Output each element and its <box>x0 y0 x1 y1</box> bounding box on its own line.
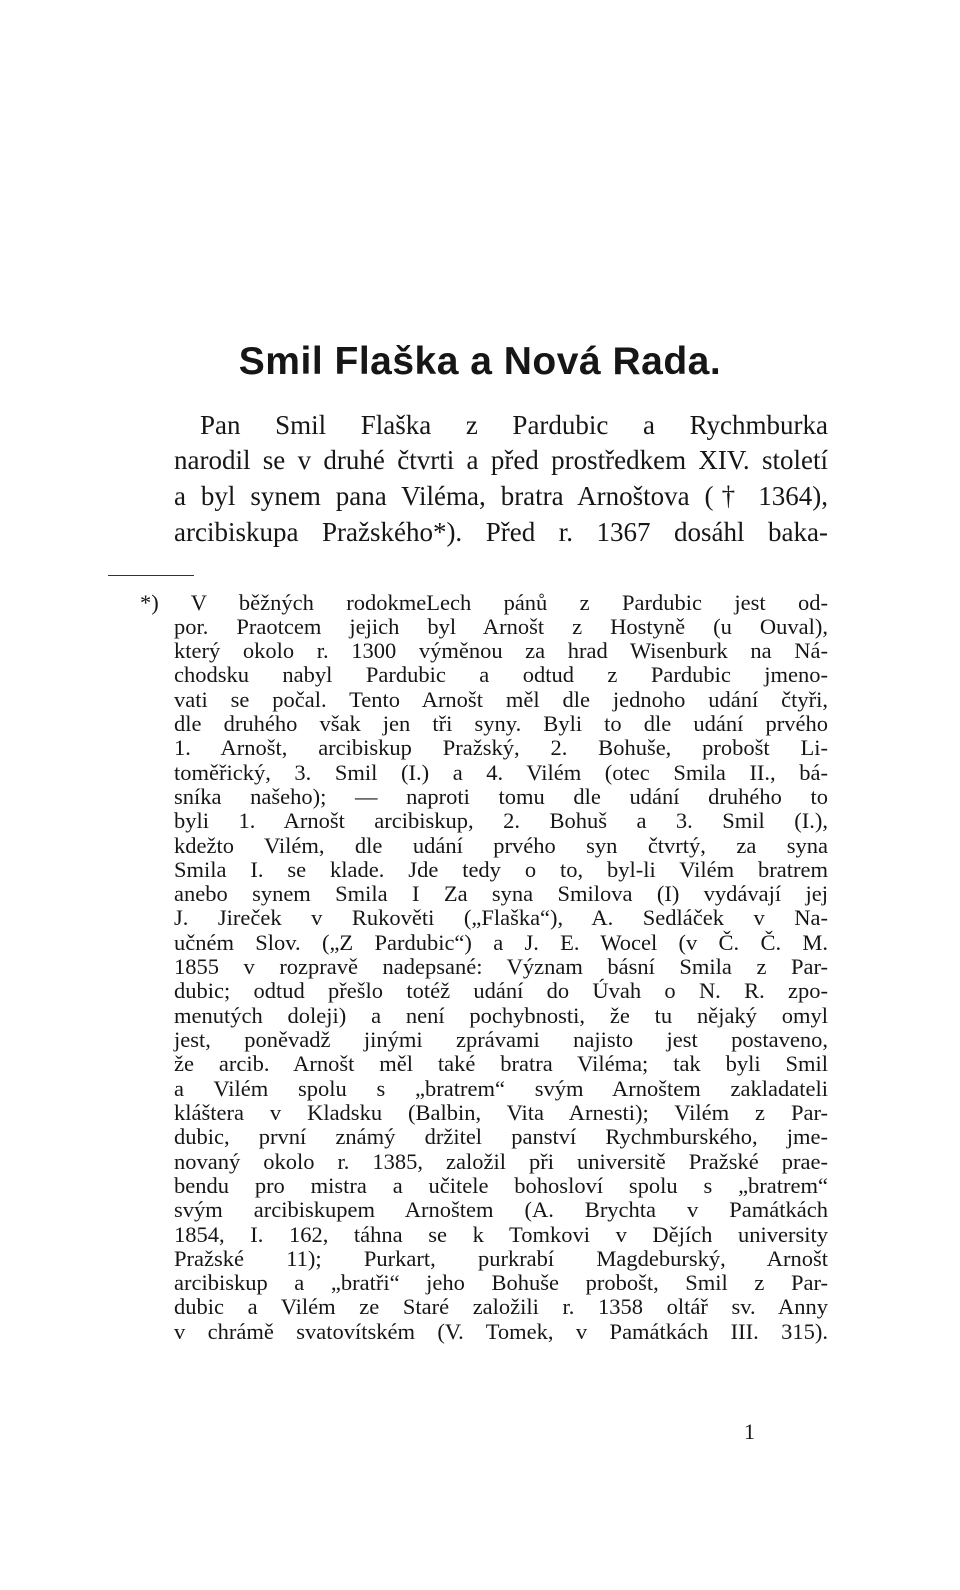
footnote-line: J. Jireček v Rukověti („Flaška“), A. Sedláček v Na- <box>174 905 828 930</box>
body-line: a byl synem pana Viléma, bratra Arnoštova († 1364), <box>174 481 828 511</box>
footnote-line: 1. Arnošt, arcibiskup Pražský, 2. Bohuše, probošt Li- <box>174 735 828 760</box>
footnote-line: toměřický, 3. Smil (I.) a 4. Vilém (otec Smila II., bá- <box>174 760 828 785</box>
footnote-line: novaný okolo r. 1385, založil při universitě Pražské prae- <box>174 1149 828 1174</box>
footnote-separator <box>108 575 194 576</box>
footnote-line: jest, poněvadž jinými zprávami najisto jest postaveno, <box>174 1027 828 1052</box>
footnote-line: dubic; odtud přešlo totéž udání do Úvah o N. R. zpo- <box>174 978 828 1003</box>
footnote-line: sníka našeho); — naproti tomu dle udání druhého to <box>174 784 828 809</box>
footnote-line: v chrámě svatovítském (V. Tomek, v Památkách III. 315). <box>174 1319 828 1344</box>
body-line: arcibiskupa Pražského*). Před r. 1367 dosáhl baka- <box>174 517 828 547</box>
footnote-line: bendu pro mistra a učitele bohosloví spolu s „bratrem“ <box>174 1173 828 1198</box>
footnote-line: dubic a Vilém ze Staré založili r. 1358 oltář sv. Anny <box>174 1294 828 1319</box>
footnote-line: 1854, I. 162, táhna se k Tomkovi v Dějích university <box>174 1222 828 1247</box>
page-number: 1 <box>744 1419 755 1444</box>
body-line: Pan Smil Flaška z Pardubic a Rychmburka <box>200 410 828 440</box>
footnote-line: chodsku nabyl Pardubic a odtud z Pardubic jmeno- <box>174 662 828 687</box>
footnote-line: kláštera v Kladsku (Balbin, Vita Arnesti); Vilém z Par- <box>174 1100 828 1125</box>
footnote-line: a Vilém spolu s „bratrem“ svým Arnoštem zakladateli <box>174 1076 828 1101</box>
footnote-line: por. Praotcem jejich byl Arnošt z Hostyně (u Ouval), <box>174 614 828 639</box>
chapter-title: Smil Flaška a Nová Rada. <box>238 340 722 383</box>
footnote-line: arcibiskup a „bratři“ jeho Bohuše probošt, Smil z Par- <box>174 1270 828 1295</box>
footnote-line: svým arcibiskupem Arnoštem (A. Brychta v Památkách <box>174 1197 828 1222</box>
footnote-line: dle druhého však jen tři syny. Byli to dle udání prvého <box>174 711 828 736</box>
footnote-line: vati se počal. Tento Arnošt měl dle jednoho udání čtyři, <box>174 687 828 712</box>
body-line: narodil se v druhé čtvrti a před prostředkem XIV. století <box>174 445 828 475</box>
footnote-line: menutých doleji) a není pochybnosti, že tu nějaký omyl <box>174 1003 828 1028</box>
footnote-line: kdežto Vilém, dle udání prvého syn čtvrtý, za syna <box>174 833 828 858</box>
footnote-line: Pražské 11); Purkart, purkrabí Magdeburský, Arnošt <box>174 1246 828 1271</box>
footnote-line: byli 1. Arnošt arcibiskup, 2. Bohuš a 3. Smil (I.), <box>174 808 828 833</box>
footnote-line: 1855 v rozpravě nadepsané: Význam básní Smila z Par- <box>174 954 828 979</box>
footnote-line: dubic, první známý držitel panství Rychmburského, jme- <box>174 1124 828 1149</box>
footnote-line: že arcib. Arnošt měl také bratra Viléma; tak byli Smil <box>174 1051 828 1076</box>
footnote-line: anebo synem Smila I Za syna Smilova (I) vydávají jej <box>174 881 828 906</box>
footnote-line: Smila I. se klade. Jde tedy o to, byl-li Vilém bratrem <box>174 857 828 882</box>
footnote-line: učném Slov. („Z Pardubic“) a J. E. Wocel (v Č. Č. M. <box>174 930 828 955</box>
footnote-line: který okolo r. 1300 výměnou za hrad Wisenburk na Ná- <box>174 638 828 663</box>
footnote-line: *) V běžných rodokmeLech pánů z Pardubic jest od- <box>140 590 828 615</box>
